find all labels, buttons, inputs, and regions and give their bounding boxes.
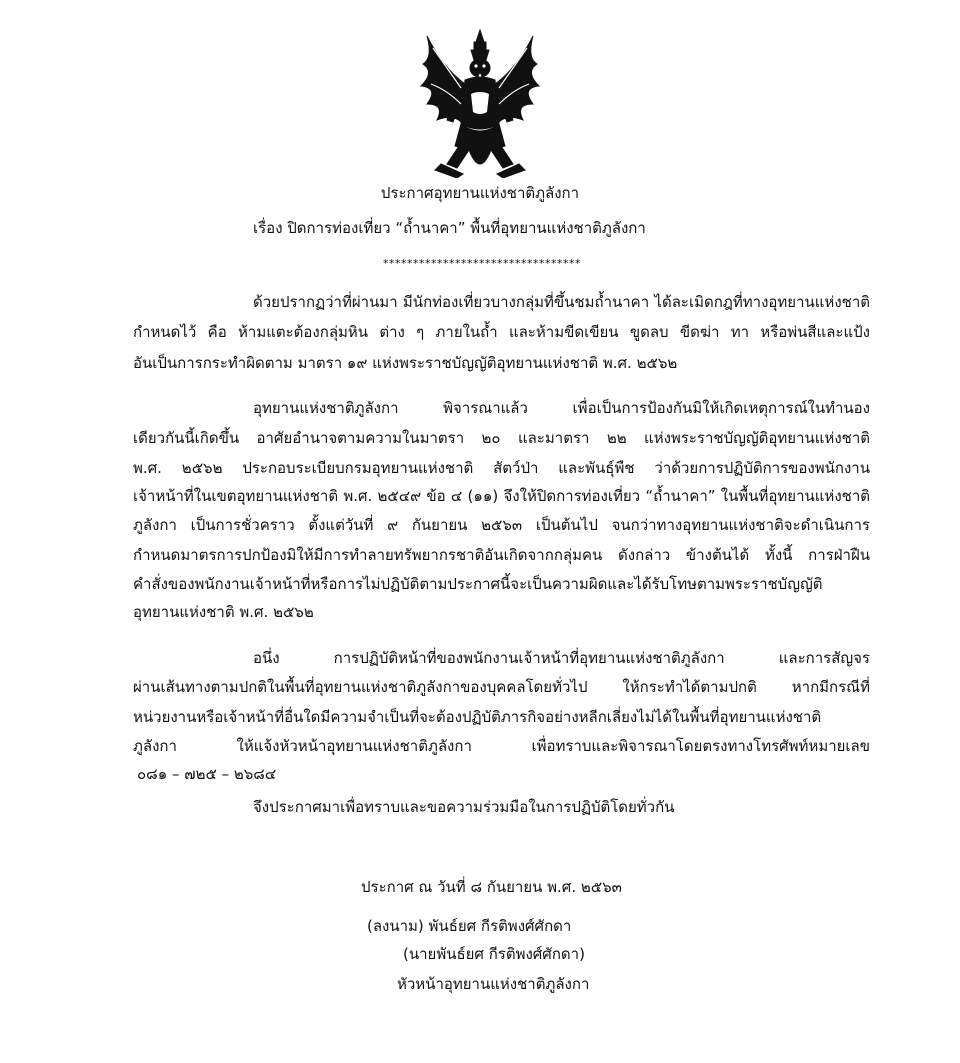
subject-line: เรื่อง ปิดการท่องเที่ยว “ถ้ำนาคา” พื้นที่อุทยานแห่งชาติภูลังกา — [253, 219, 646, 237]
paragraph2-line1: อุทยานแห่งชาติภูลังกา พิจารณาแล้ว เพื่อเป็นการป้องกันมิให้เกิดเหตุการณ์ในทำนอง — [253, 399, 870, 417]
closing-statement: จึงประกาศมาเพื่อทราบและขอความร่วมมือในการปฏิบัติโดยทั่วกัน — [253, 798, 675, 816]
paragraph2-line6: กำหนดมาตรการปกป้องมิให้มีการทำลายทรัพยากรชาติอันเกิดจากกลุ่มคน ดังกล่าว ข้างต้นได้ ทั้งนี้ การฝ่าฝืน — [133, 546, 870, 564]
signed-line: (ลงนาม) พันธ์ยศ กีรติพงศ์ศักดา — [367, 917, 572, 935]
paragraph3-line3: หน่วยงานหรือเจ้าหน้าที่อื่นใดมีความจำเป็นที่จะต้องปฏิบัติภารกิจอย่างหลีกเลี่ยงไม่ได้ในพื้นที่อุทยานแห่งชาติ — [133, 708, 822, 726]
paragraph2-line8: อุทยานแห่งชาติ พ.ศ. ๒๕๖๒ — [133, 603, 314, 621]
paragraph1-line3: อันเป็นการกระทำผิดตาม มาตรา ๑๙ แห่งพระราชบัญญัติอุทยานแห่งชาติ พ.ศ. ๒๕๖๒ — [133, 354, 678, 372]
signatory-position: หัวหน้าอุทยานแห่งชาติภูลังกา — [397, 975, 590, 993]
paragraph2-line4: เจ้าหน้าที่ในเขตอุทยานแห่งชาติ พ.ศ. ๒๕๔๙ ข้อ ๔ (๑๑) จึงให้ปิดการท่องเที่ยว “ถ้ำนาคา” ในพื้นที่อุทยานแห่งชาติ — [133, 487, 870, 505]
paragraph3-line1: อนึ่ง การปฏิบัติหน้าที่ของพนักงานเจ้าหน้าที่อุทยานแห่งชาติภูลังกา และการสัญจร — [253, 649, 870, 667]
issuer-title: ประกาศอุทยานแห่งชาติภูลังกา — [380, 184, 580, 202]
phone-number: ๐๘๑ – ๗๒๕ – ๒๖๘๔ — [137, 765, 277, 783]
paragraph2-line3: พ.ศ. ๒๕๖๒ ประกอบระเบียบกรมอุทยานแห่งชาติ สัตว์ป่า และพันธุ์พืช ว่าด้วยการปฏิบัติการของพนักงาน — [133, 459, 870, 477]
garuda-emblem-icon — [413, 28, 547, 178]
paragraph2-line7: คำสั่งของพนักงานเจ้าหน้าที่หรือการไม่ปฏิบัติตามประกาศนี้จะเป็นความผิดและได้รับโทษตามพระราชบัญญัติ — [133, 575, 823, 593]
paragraph1-line2: กำหนดไว้ คือ ห้ามแตะต้องกลุ่มหิน ต่าง ๆ ภายในถ้ำ และห้ามขีดเขียน ขูดลบ ขีดฆ่า ทา หรือพ่นสีและแป้ง — [133, 323, 870, 341]
paragraph1-line1: ด้วยปรากฏว่าที่ผ่านมา มีนักท่องเที่ยวบางกลุ่มที่ขึ้นชมถ้ำนาคา ได้ละเมิดกฎที่ทางอุทยานแห่งชาติ — [253, 293, 870, 311]
paragraph3-line2: ผ่านเส้นทางตามปกติในพื้นที่อุทยานแห่งชาติภูลังกาของบุคคลโดยทั่วไป ให้กระทำได้ตามปกติ หากมีกรณีที่ — [133, 678, 870, 696]
announcement-date: ประกาศ ณ วันที่ ๘ กันยายน พ.ศ. ๒๕๖๓ — [361, 878, 622, 896]
paragraph3-line4: ภูลังกา ให้แจ้งหัวหน้าอุทยานแห่งชาติภูลังกา เพื่อทราบและพิจารณาโดยตรงทางโทรศัพท์หมายเลข — [133, 737, 870, 755]
separator: ********************************* — [383, 257, 581, 270]
signatory-name: (นายพันธ์ยศ กีรติพงศ์ศักดา) — [403, 945, 585, 963]
paragraph2-line5: ภูลังกา เป็นการชั่วคราว ตั้งแต่วันที่ ๙ กันยายน ๒๕๖๓ เป็นต้นไป จนกว่าทางอุทยานแห่งชาติจะดำเนินการ — [133, 516, 870, 534]
paragraph2-line2: เดียวกันนี้เกิดขึ้น อาศัยอำนาจตามความในมาตรา ๒๐ และมาตรา ๒๒ แห่งพระราชบัญญัติอุทยานแห่งชาติ — [133, 429, 870, 447]
